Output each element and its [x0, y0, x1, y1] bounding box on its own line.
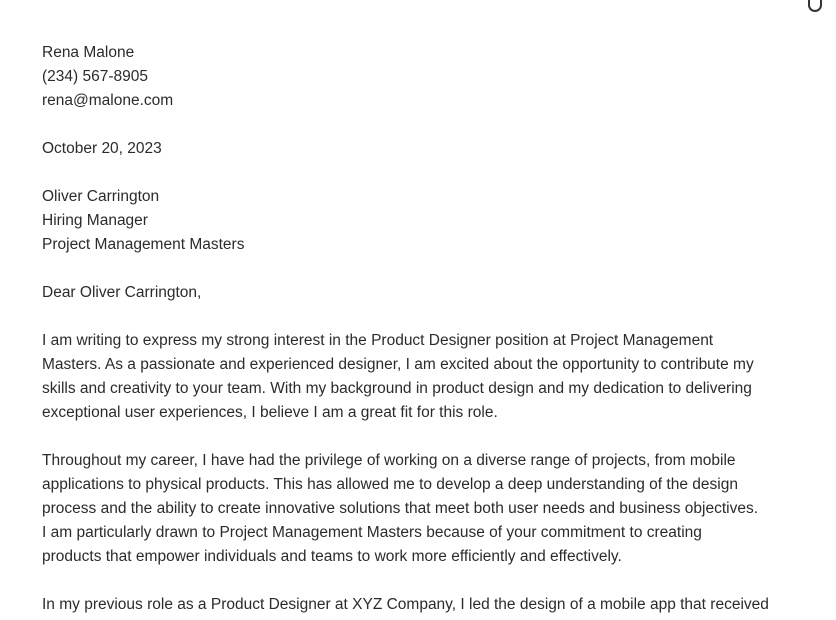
letter-date: October 20, 2023	[42, 140, 162, 157]
paragraph-line: I am writing to express my strong interest in the Product Designer position at Project Management	[42, 332, 714, 349]
sender-block	[42, 41, 802, 113]
recipient-company: Project Management Masters	[42, 236, 245, 253]
body-paragraph-3	[42, 593, 802, 617]
partial-icon	[808, 0, 822, 12]
cover-letter	[42, 41, 802, 620]
paragraph-line: exceptional user experiences, I believe I am a great fit for this role.	[42, 404, 498, 421]
salutation: Dear Oliver Carrington,	[42, 284, 202, 301]
sender-email: rena@malone.com	[42, 92, 174, 109]
recipient-block	[42, 185, 802, 257]
recipient-name: Oliver Carrington	[42, 188, 160, 205]
paragraph-line: Throughout my career, I have had the privilege of working on a diverse range of projects, from mobile	[42, 452, 736, 469]
sender-name: Rena Malone	[42, 44, 135, 61]
sender-phone: (234) 567-8905	[42, 68, 148, 85]
paragraph-line: process and the ability to create innovative solutions that meet both user needs and business objectives.	[42, 500, 759, 517]
body-paragraph-1	[42, 329, 802, 425]
recipient-title: Hiring Manager	[42, 212, 148, 229]
paragraph-line: applications to physical products. This has allowed me to develop a deep understanding of the design	[42, 476, 738, 493]
salutation-block	[42, 281, 802, 305]
paragraph-line: I am particularly drawn to Project Management Masters because of your commitment to creating	[42, 524, 702, 541]
date-block	[42, 137, 802, 161]
paragraph-line: skills and creativity to your team. With my background in product design and my dedication to delivering	[42, 380, 752, 397]
paragraph-line: products that empower individuals and teams to work more efficiently and effectively.	[42, 548, 622, 565]
body-paragraph-2	[42, 449, 802, 569]
paragraph-line: In my previous role as a Product Designer at XYZ Company, I led the design of a mobile app that received	[42, 596, 769, 613]
paragraph-line: Masters. As a passionate and experienced designer, I am excited about the opportunity to contribute my	[42, 356, 754, 373]
